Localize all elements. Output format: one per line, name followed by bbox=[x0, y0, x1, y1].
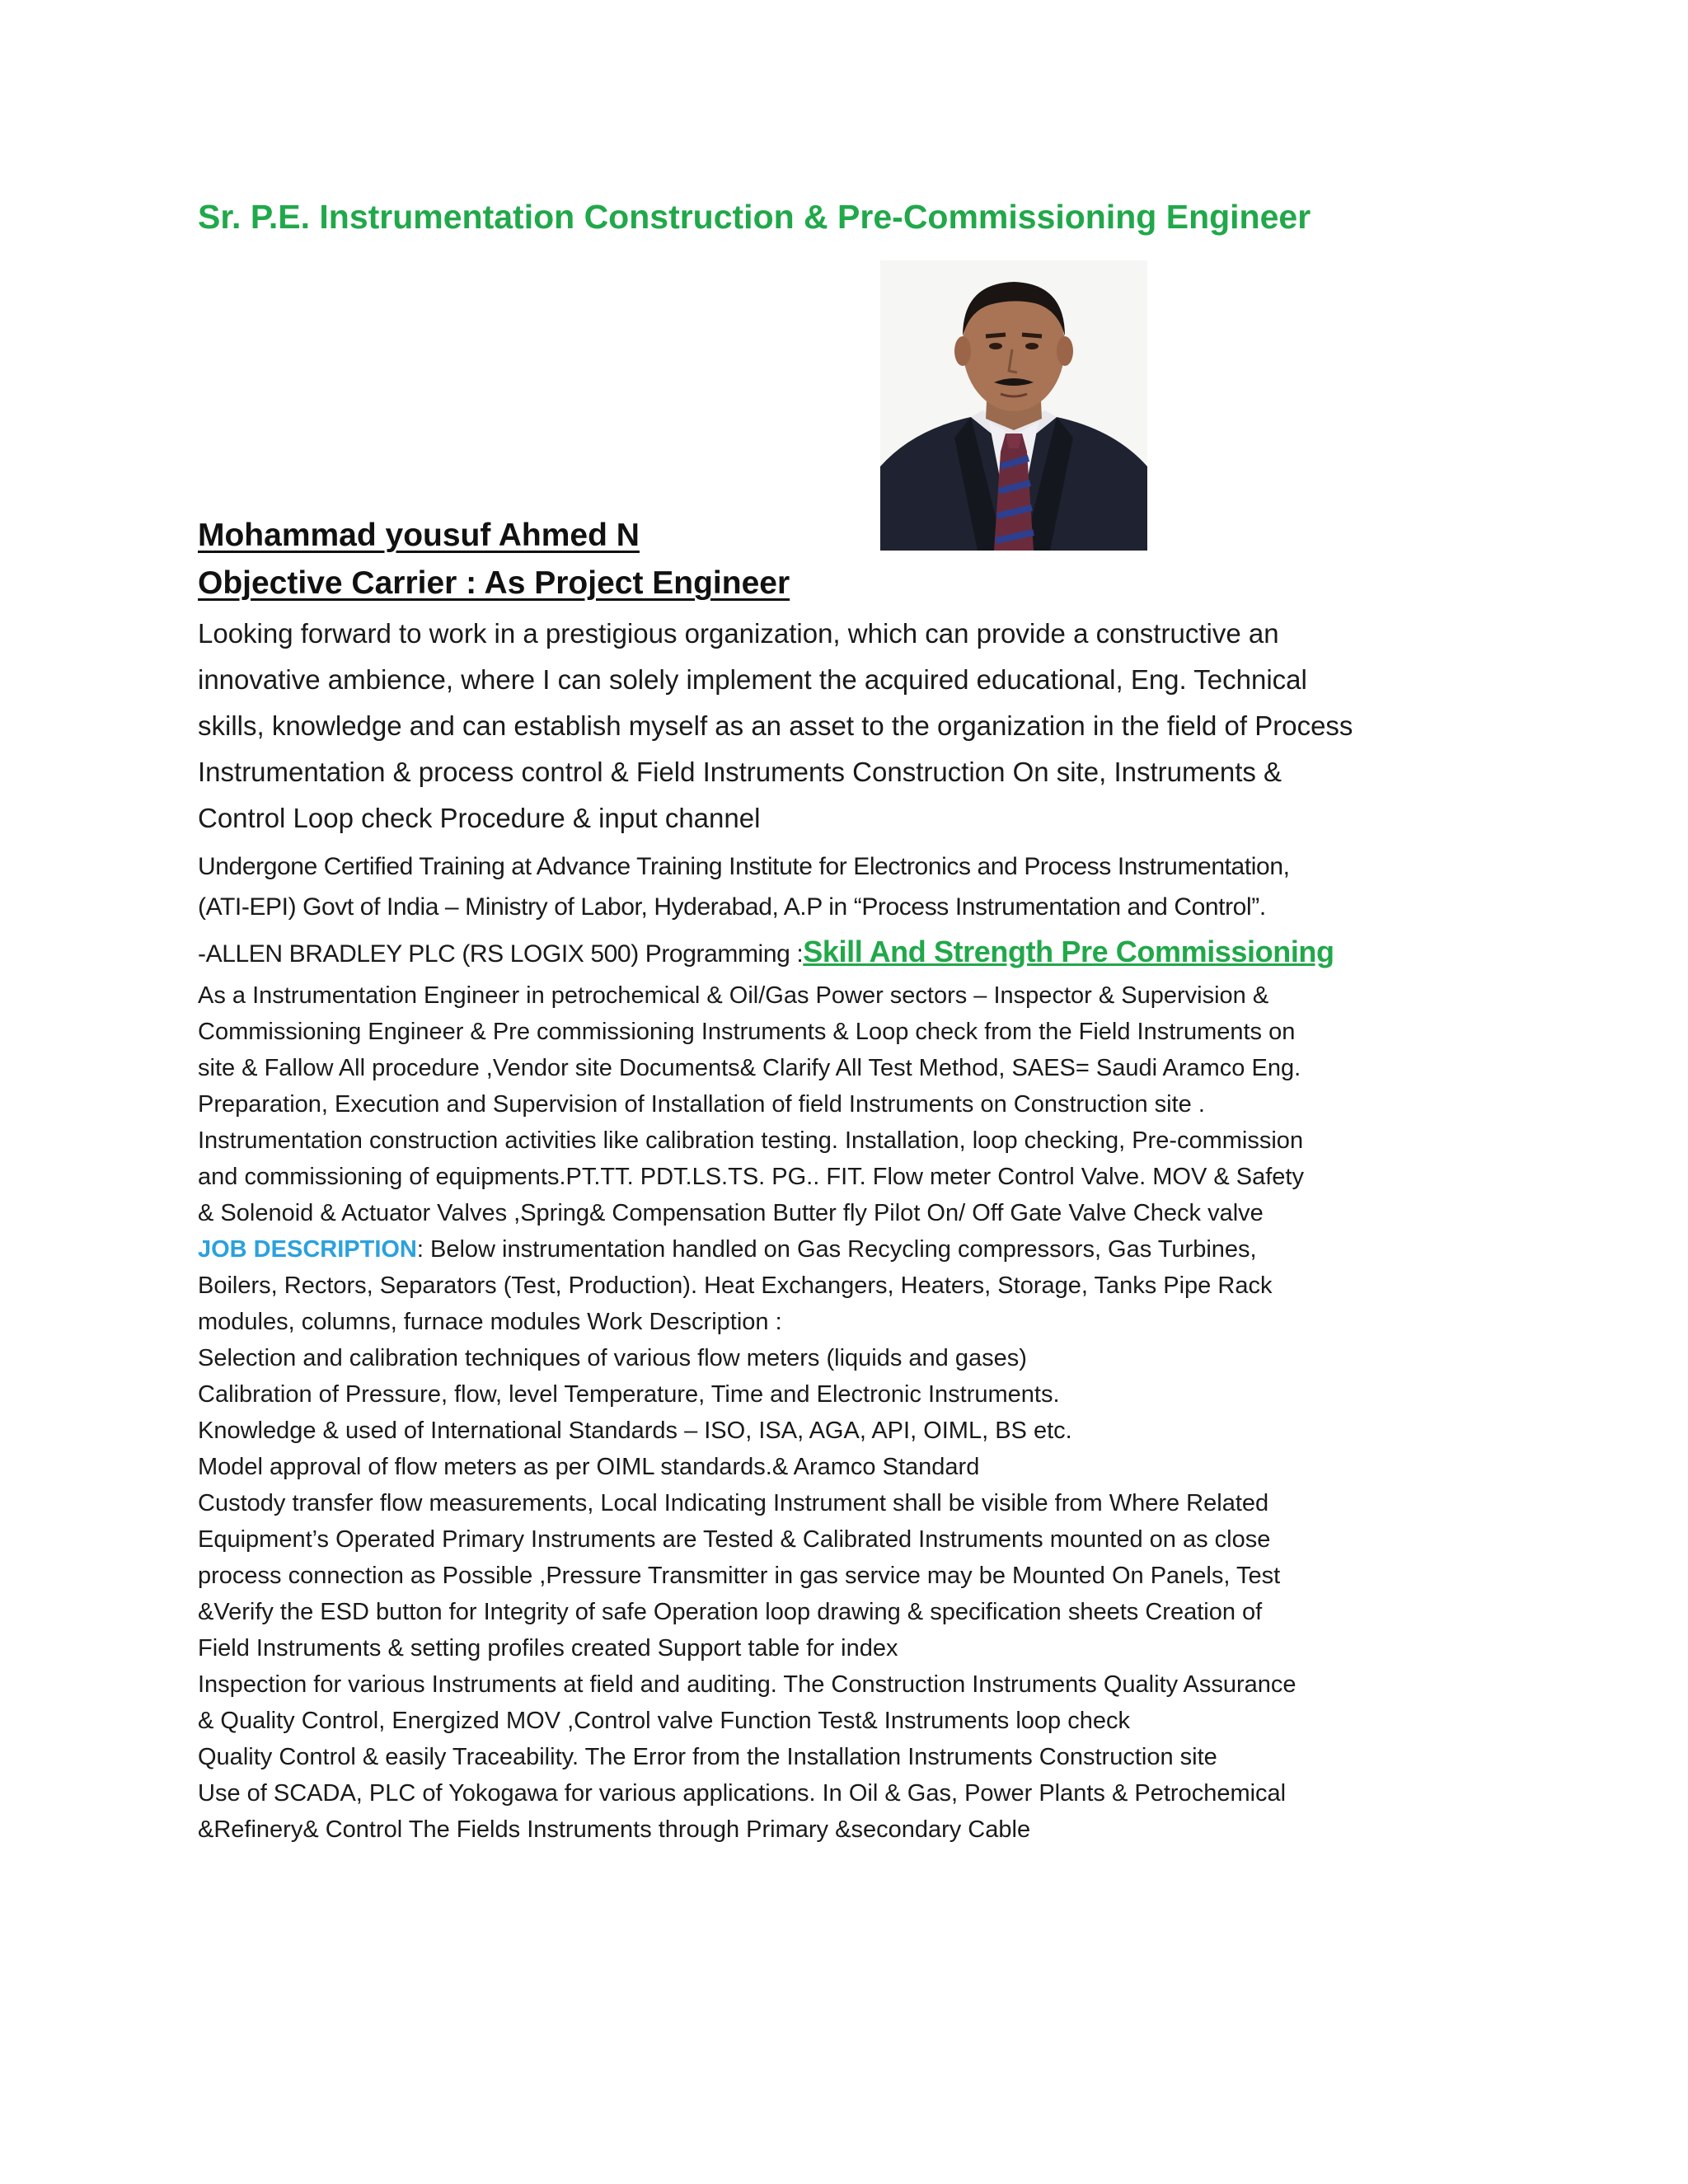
job-line: Inspection for various Instruments at field and auditing. The Construction Instruments Quality Assurance bbox=[198, 1671, 1296, 1698]
job-line: Boilers, Rectors, Separators (Test, Production). Heat Exchangers, Heaters, Storage, Tanks Pipe Rack bbox=[198, 1272, 1273, 1299]
job-description-label: JOB DESCRIPTION bbox=[198, 1236, 417, 1263]
skill-line: site & Fallow All procedure ,Vendor site Documents& Clarify All Test Method, SAES= Saudi Aramco Eng. bbox=[198, 1055, 1301, 1081]
skill-line: Commissioning Engineer & Pre commissioning Instruments & Loop check from the Field Instruments on bbox=[198, 1019, 1296, 1045]
plc-text: -ALLEN BRADLEY PLC (RS LOGIX 500) Programming : bbox=[198, 940, 804, 968]
job-line: Quality Control & easily Traceability. The Error from the Installation Instruments Construction site bbox=[198, 1744, 1217, 1770]
job-line: Field Instruments & setting profiles created Support table for index bbox=[198, 1635, 898, 1661]
profile-photo-portrait bbox=[880, 260, 1147, 551]
skill-line: Preparation, Execution and Supervision of Installation of field Instruments on Construction site . bbox=[198, 1091, 1205, 1118]
objective-line: innovative ambience, where I can solely implement the acquired educational, Eng. Technical bbox=[198, 664, 1307, 695]
skill-line: Instrumentation construction activities like calibration testing. Installation, loop checking, Pre-commission bbox=[198, 1127, 1304, 1154]
page-title: Sr. P.E. Instrumentation Construction & Pre-Commissioning Engineer bbox=[198, 198, 1311, 236]
job-line: Selection and calibration techniques of various flow meters (liquids and gases) bbox=[198, 1345, 1027, 1371]
skill-line: As a Instrumentation Engineer in petrochemical & Oil/Gas Power sectors – Inspector & Supervision & bbox=[198, 982, 1269, 1009]
job-line: modules, columns, furnace modules Work Description : bbox=[198, 1309, 782, 1335]
job-line: Equipment’s Operated Primary Instruments are Tested & Calibrated Instruments mounted on as close bbox=[198, 1526, 1271, 1553]
job-line: process connection as Possible ,Pressure Transmitter in gas service may be Mounted On Panels, Test bbox=[198, 1563, 1281, 1589]
job-line: &Verify the ESD button for Integrity of safe Operation loop drawing & specification sheets Creation of bbox=[198, 1599, 1263, 1625]
training-line: (ATI-EPI) Govt of India – Ministry of Labor, Hyderabad, A.P in “Process Instrumentation and Control”. bbox=[198, 893, 1266, 921]
candidate-name: Mohammad yousuf Ahmed N bbox=[198, 518, 640, 553]
job-line: Knowledge & used of International Standards – ISO, ISA, AGA, API, OIML, BS etc. bbox=[198, 1418, 1072, 1444]
objective-heading: Objective Carrier : As Project Engineer bbox=[198, 565, 790, 601]
job-line: Calibration of Pressure, flow, level Temperature, Time and Electronic Instruments. bbox=[198, 1381, 1060, 1408]
job-line: & Quality Control, Energized MOV ,Control valve Function Test& Instruments loop check bbox=[198, 1708, 1130, 1734]
skill-line: & Solenoid & Actuator Valves ,Spring& Compensation Butter fly Pilot On/ Off Gate Valve Check valve bbox=[198, 1200, 1264, 1226]
job-line: Use of SCADA, PLC of Yokogawa for various applications. In Oil & Gas, Power Plants & Petrochemical bbox=[198, 1780, 1287, 1807]
objective-line: Instrumentation & process control & Field Instruments Construction On site, Instruments & bbox=[198, 757, 1282, 787]
job-line: &Refinery& Control The Fields Instruments through Primary &secondary Cable bbox=[198, 1816, 1031, 1843]
objective-line: skills, knowledge and can establish myself as an asset to the organization in the field of Process bbox=[198, 710, 1353, 741]
job-line: Custody transfer flow measurements, Local Indicating Instrument shall be visible from Where Related bbox=[198, 1490, 1269, 1516]
plc-line bbox=[198, 935, 1484, 969]
training-line: Undergone Certified Training at Advance Training Institute for Electronics and Process Instrumentation, bbox=[198, 853, 1290, 880]
profile-photo bbox=[880, 260, 1147, 551]
skill-line: and commissioning of equipments.PT.TT. PDT.LS.TS. PG.. FIT. Flow meter Control Valve. MOV & Safety bbox=[198, 1164, 1304, 1190]
skill-heading: Skill And Strength Pre Commissioning bbox=[803, 935, 1334, 968]
job-description-first-line bbox=[198, 1236, 1484, 1263]
objective-line: Control Loop check Procedure & input channel bbox=[198, 803, 761, 833]
job-description-intro: : Below instrumentation handled on Gas Recycling compressors, Gas Turbines, bbox=[416, 1236, 1257, 1263]
objective-line: Looking forward to work in a prestigious organization, which can provide a constructive an bbox=[198, 618, 1279, 649]
job-line: Model approval of flow meters as per OIML standards.& Aramco Standard bbox=[198, 1454, 980, 1480]
